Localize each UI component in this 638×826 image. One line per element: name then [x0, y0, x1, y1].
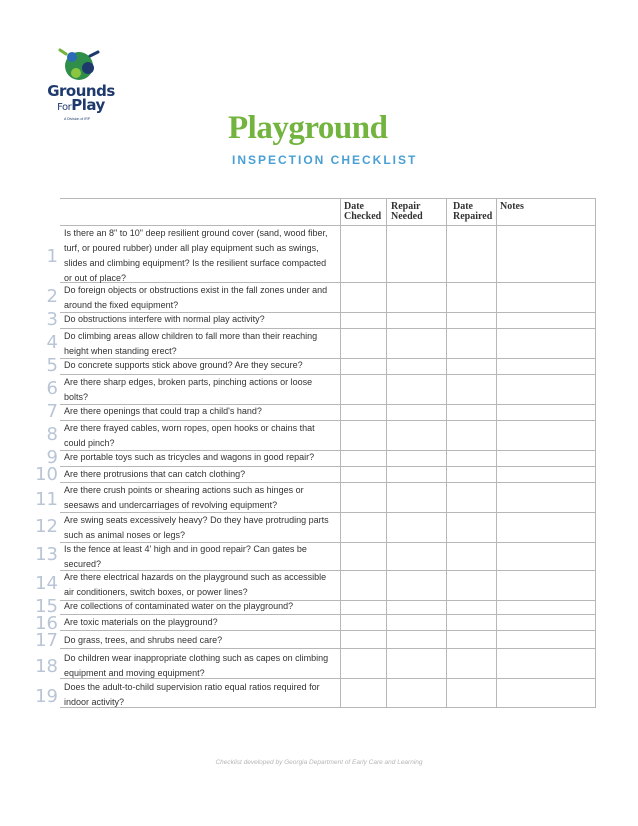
checklist-item-text: Are there openings that could trap a child's hand? [64, 406, 262, 416]
row-number: 5 [46, 355, 58, 376]
checklist-item-text: Is there an 8" to 10" deep resilient ground cover (sand, wood fiber, turf, or poured rubber) under all play equipment such as swings, slides and climbing equipment? Is the resilient surface compacted or out of place? [64, 228, 328, 283]
checklist-item-text: Do grass, trees, and shrubs need care? [64, 635, 223, 645]
column-divider [340, 198, 341, 708]
page-subtitle: INSPECTION CHECKLIST [232, 153, 418, 167]
checklist-item-text: Are there protrusions that can catch clothing? [64, 469, 246, 479]
column-divider [595, 198, 596, 708]
logo-line-1: Grounds [47, 82, 115, 100]
checklist-item-text: Do climbing areas allow children to fall more than their reaching height when standing erect? [64, 331, 318, 356]
checklist-item-text: Are there electrical hazards on the playground such as accessible air conditioners, switch boxes, or power lines? [64, 572, 327, 597]
checklist-item-text: Are portable toys such as tricycles and wagons in good repair? [64, 452, 315, 462]
row-number: 3 [46, 309, 58, 330]
page-title: Playground [228, 110, 388, 146]
row-number: 14 [35, 573, 58, 594]
row-number: 16 [35, 613, 58, 634]
row-divider [60, 198, 596, 199]
column-header-notes: Notes [500, 201, 524, 212]
grounds-for-play-logo [46, 48, 116, 128]
row-number: 13 [35, 544, 58, 565]
column-header-repair-needed: Repair Needed [391, 201, 423, 222]
row-number: 2 [46, 286, 58, 307]
column-header-date-repaired: Date Repaired [453, 201, 493, 222]
column-divider [496, 198, 497, 708]
row-divider [60, 630, 596, 631]
row-number: 15 [35, 596, 58, 617]
column-divider [386, 198, 387, 708]
row-number: 18 [35, 656, 58, 677]
row-number: 12 [35, 516, 58, 537]
row-number: 17 [35, 630, 58, 651]
column-divider [446, 198, 447, 708]
checklist-item-text: Do children wear inappropriate clothing such as capes on climbing equipment and moving equipment? [64, 653, 329, 678]
logo-tagline: A Division of IRP [64, 117, 91, 121]
checklist-item-text: Do obstructions interfere with normal play activity? [64, 314, 265, 324]
checklist-item-text: Are there frayed cables, worn ropes, open hooks or chains that could pinch? [64, 423, 315, 448]
checklist-item-text: Are there sharp edges, broken parts, pinching actions or loose bolts? [64, 377, 313, 402]
column-header-date-checked: Date Checked [344, 201, 382, 222]
checklist-item-text: Are there crush points or shearing actions such as hinges or seesaws and undercarriages of revolving equipment? [64, 485, 304, 510]
footer-credit: Checklist developed by Georgia Department of Early Care and Learning [215, 759, 423, 766]
row-number: 10 [35, 464, 58, 485]
checklist-item-text: Do concrete supports stick above ground? Are they secure? [64, 360, 303, 370]
row-number: 11 [35, 489, 58, 510]
row-number: 19 [35, 686, 58, 707]
row-divider [60, 648, 596, 649]
row-number: 7 [46, 401, 58, 422]
checklist-item-text: Do foreign objects or obstructions exist in the fall zones under and around the fixed equipment? [64, 285, 328, 310]
row-number: 1 [46, 246, 58, 267]
logo-line-3: Play [71, 96, 105, 114]
checklist-item-text: Are collections of contaminated water on the playground? [64, 601, 294, 611]
logo-wordmark [46, 84, 116, 115]
checklist-item-text: Is the fence at least 4' high and in good repair? Can gates be secured? [64, 544, 307, 569]
row-number: 8 [46, 424, 58, 445]
checklist-item-text: Does the adult-to-child supervision ratio equal ratios required for indoor activity? [64, 682, 320, 707]
checklist-item-text: Are toxic materials on the playground? [64, 617, 218, 627]
row-number: 6 [46, 378, 58, 399]
logo-line-2: For [57, 102, 72, 113]
row-number: 9 [46, 447, 58, 468]
checklist-item-text: Are swing seats excessively heavy? Do they have protruding parts such as animal noses or legs? [64, 515, 329, 540]
row-number: 4 [46, 332, 58, 353]
